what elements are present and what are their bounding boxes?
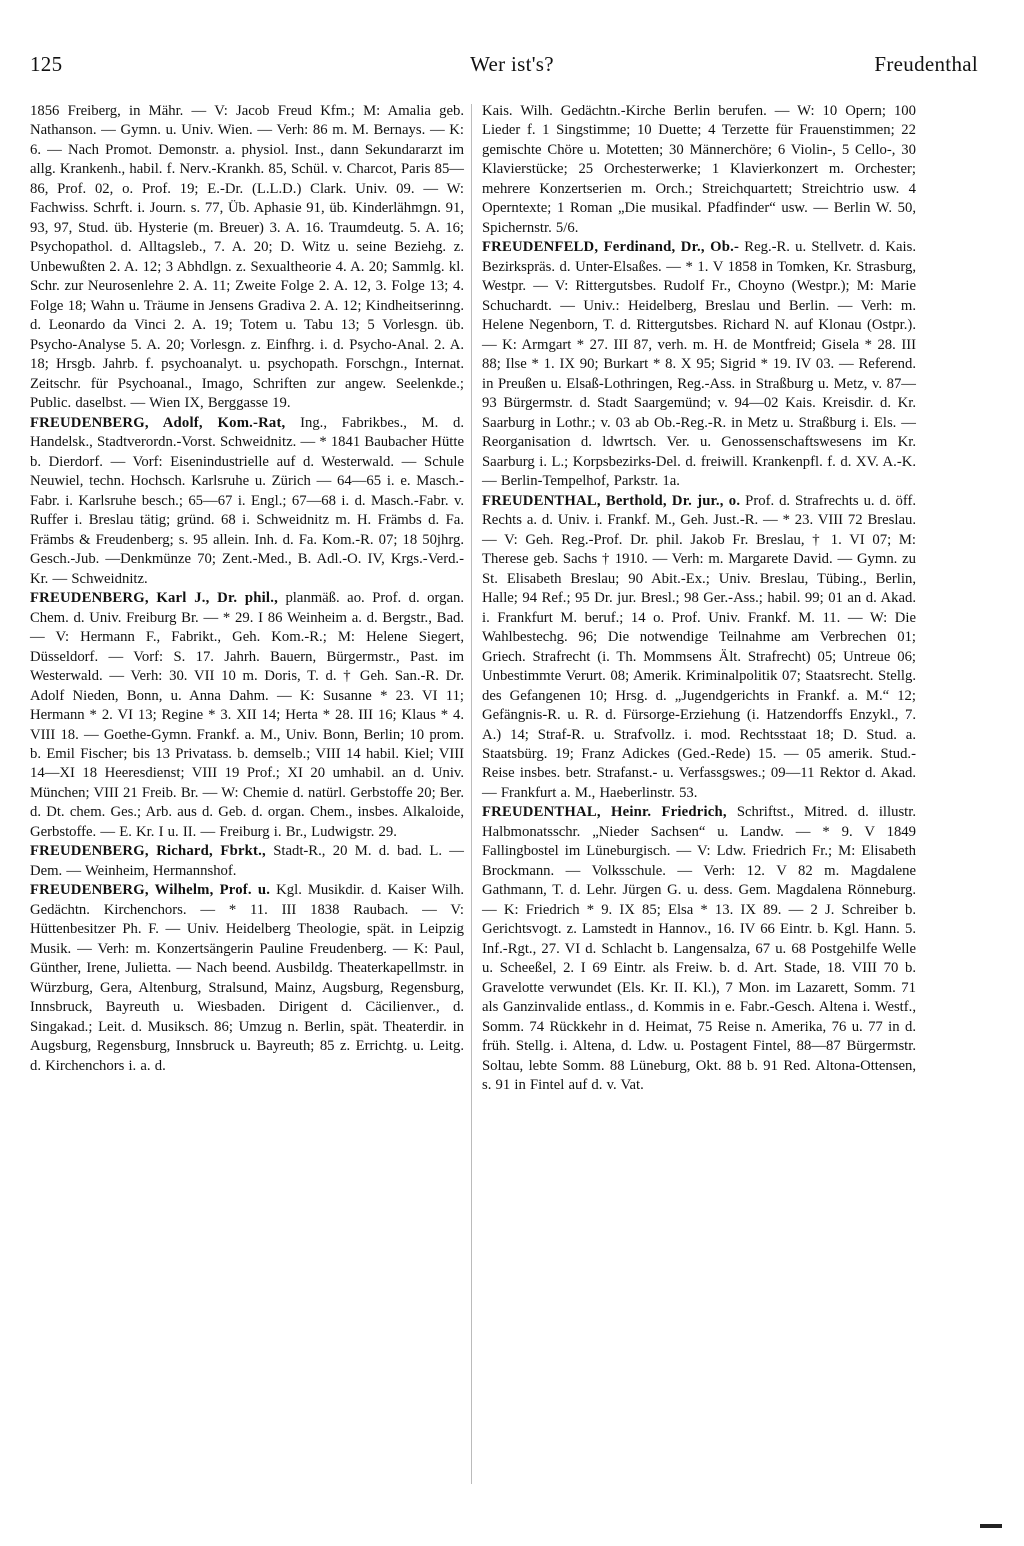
page-number: 125 xyxy=(30,52,63,76)
entry-name: FREUDENFELD, Ferdinand, Dr., Ob.- xyxy=(482,239,740,256)
entry-name: FREUDENBERG, Richard, Fbrkt., xyxy=(30,843,266,860)
left-column xyxy=(30,102,464,1076)
right-column xyxy=(482,102,916,1096)
biography-entry xyxy=(30,589,464,842)
biography-entry xyxy=(30,102,464,414)
entry-text: Schriftst., Mitred. d. illustr. Halbmonatsschr. „Nieder Sachsen“ u. Landw. — * 9. V 1849 Fallingbostel im Lüneburgisch. — V: Ldw. Friedrich Fr.; M: Elisabeth Brockmann. — Volksschule. — Verh: 12. V 82 m. Magdalene Gathmann, T. d. Lehr. Jürgen G. u. dess. Gem. Magdalena Rönneburg. — K: Friedrich * 9. IX 85; Elsa * 13. IX 89. — 2 J. Schreiber b. Gerichtsvogt. z. Lamstedt in Hannov., 16. IV 66 Eintr. b. Kgl. Hann. 5. Inf.-Rgt., 27. VI d. Schlacht b. Langensalza, 67 u. 68 Postgehilfe Welle u. Scheeßel, 2. I 69 Eintr. als Freiw. b. d. Art. Stade, 18. VIII 70 b. Gravelotte verwundet (Els. Kr. II. Kl.), 7 Mon. im Lazarett, Somm. 71 als Ganzinvalide entlass., d. Kommis in e. Fabr.-Gesch. Altena i. Westf., Somm. 74 Rückkehr in d. Heimat, 75 Reise n. Amerika, 76 u. 77 in d. früh. Stellg. i. Altena, d. Ldw. u. Postagent Fintel, 88—87 Bürgermstr. Soltau, lebte Somm. 88 Lüneburg, Okt. 88 b. 91 Red. Altona-Ottensen, s. 91 in Fintel auf d. v. Vat. xyxy=(482,804,916,1094)
entry-name: FREUDENBERG, Wilhelm, Prof. u. xyxy=(30,882,271,899)
entry-name: FREUDENTHAL, Berthold, Dr. jur., o. xyxy=(482,492,741,509)
biography-entry xyxy=(30,414,464,589)
column-divider xyxy=(471,104,472,1484)
entry-text: Reg.-R. u. Stellvetr. d. Kais. Bezirkspräs. d. Unter-Elsaßes. — * 1. V 1858 in Tomken, Kr. Strasburg, Westpr. — V: Rittergutsbes. Rudolf Fr., Choyno (Westpr.); M: Marie Schuchardt. — Univ.: Heidelberg, Breslau und Berlin. — Verh: m. Helene Negenborn, T. d. Rittergutsbes. Richard N. auf Klonau (Ostpr.). — K: Armgart * 27. III 87, verh. m. H. de Montfreid; Gisela * 28. III 88; Ilse * 1. IX 90; Burkart * 8. X 95; Sigrid * 19. IV 03. — Referend. in Preußen u. Elsaß-Lothringen, Reg.-Ass. in Straßburg u. Metz, v. 87—93 Bürgermstr. d. Stadt Saargemünd; v. 94—02 Kais. Kreisdir. d. Kr. Saarburg in Lothr.; v. 03 ab Ob.-Reg.-R. in Metz u. Straßburg i. Els. — Reorganisation d. ldwrtsch. Ver. u. Genossenschaftswesens im Kr. Saarburg i. L.; Korpsbezirks-Del. d. freiwill. Krankenpfl. f. d. XV. A.-K. — Berlin-Tempelhof, Parkstr. 1a. xyxy=(482,239,916,490)
page-title: Wer ist's? xyxy=(470,52,554,76)
entry-text: Stadt-R., 20 M. d. bad. L. — Dem. — Weinheim, Hermannshof. xyxy=(30,843,464,879)
entry-text: Ing., Fabrikbes., M. d. Handelsk., Stadtverordn.-Vorst. Schweidnitz. — * 1841 Baubacher Hütte b. Dierdorf. — Vorf: Eisenindustrielle auf d. Westerwald. — Schule Neuwiel, techn. Hochsch. Karlsruhe u. Zürich — 64—65 i. e. Masch.-Fabr. i. Karlsruhe besch.; 65—67 i. Engl.; 67—68 i. d. Masch.-Fabr. v. Ruffer i. Breslau tätig; gründ. 68 i. Schweidnitz m. H. Främbs d. Fa. Främbs & Freudenberg; s. 95 allein. Inh. d. Fa. Kom.-R. 07; 18 50jhrg. Gesch.-Jub. —Denkmünze 70; Zent.-Med., B. Adl.-O. IV, Krgs.-Verd.-Kr. — Schweidnitz. xyxy=(30,414,464,587)
biography-entry xyxy=(30,842,464,881)
entry-name: FREUDENTHAL, Heinr. Friedrich, xyxy=(482,804,727,821)
entry-text: Kgl. Musikdir. d. Kaiser Wilh. Gedächtn. Kirchenchors. — * 11. III 1838 Raubach. — V: Hüttenbesitzer Ph. F. — Univ. Heidelberg Theologie, spät. in Leipzig Musik. — Verh: m. Konzertsängerin Pauline Freudenberg. — K: Paul, Günther, Irene, Julietta. — Nach beend. Ausbildg. Theaterkapellmstr. in Würzburg, Gera, Altenburg, Stralsund, Mainz, Augsburg, Regensburg, Innsbruck, Bayreuth u. Wiesbaden. Dirigent d. Cäcilienver., d. Singakad.; Leit. d. Musiksch. 86; Umzug n. Berlin, spät. Theaterdir. in Augsburg, Regensburg, Innsbruck u. Bayreuth; 85 z. Errichtg. u. Leitg. d. Kirchenchors i. a. d. xyxy=(30,882,464,1074)
biography-entry xyxy=(482,803,916,1095)
biography-entry xyxy=(482,238,916,491)
running-head: Freudenthal xyxy=(874,52,978,76)
entry-name: FREUDENBERG, Adolf, Kom.-Rat, xyxy=(30,414,286,431)
entry-text: 1856 Freiberg, in Mähr. — V: Jacob Freud Kfm.; M: Amalia geb. Nathanson. — Gymn. u. Univ. Wien. — Verh: 86 m. M. Bernays. — K: 6. — Nach Promot. Demonstr. a. physiol. Inst., dann Sekundararzt im allg. Krankenh., habil. f. Nerv.-Krankh. 85, Schül. v. Charcot, Paris 85—86, Prof. 02, o. Prof. 19; E.-Dr. (L.L.D.) Clark. Univ. 09. — W: Fachwiss. Schrft. i. Journ. s. 77, Üb. Aphasie 91, üb. Kinderlähmgn. 91, 93, 97, Stud. üb. Hysterie (m. Breuer) 3. A. 16. Traumdeutg. 5. A. 16; Psychopathol. d. Alltagsleb., 7. A. 20; D. Witz u. seine Beziehg. z. Unbewußten 2. A. 12; 3 Abhdlgn. z. Sexualtheorie 4. A. 20; Sammlg. kl. Schr. zur Neurosenlehre 2. A. 11; Zweite Folge 2. A. 12, 3. Folge 13; 4. Folge 18; Wahn u. Träume in Jensens Gradiva 2. A. 12; Kindheitserinng. d. Leonardo da Vinci 2. A. 19; Totem u. Tabu 13; 5 Vorlesgn. üb. Psycho-Analyse 5. A. 20; Vorlesgn. z. Einfhrg. i. d. Psycho-Anal. 2. A. 18; Hrsgb. Jahrb. f. psychoanalyt. u. psychopath. Forschgn., Internat. Zeitschr. für Psychoanal., Imago, Schriften zur angew. Seelenkde.; Public. daselbst. — Wien IX, Berggasse 19. xyxy=(30,103,464,412)
entry-text: planmäß. ao. Prof. d. organ. Chem. d. Univ. Freiburg Br. — * 29. I 86 Weinheim a. d. Bergstr., Bad. — V: Hermann F., Fabrikt., Geh. Kom.-R.; M: Helene Siegert, Düsseldorf. — Vorf: S. 17. Jahrh. Bauern, Bürgermstr., Past. im Westerwald. — Verh: 30. VII 10 m. Doris, T. d. † Geh. San.-R. Dr. Adolf Nieden, Bonn, u. Anna Dahm. — K: Susanne * 23. VI 11; Hermann * 2. VI 13; Regine * 3. XII 14; Herta * 28. III 16; Klaus * 4. VIII 18. — Goethe-Gymn. Frankf. a. M., Univ. Bonn, Berlin; 10 prom. b. Emil Fischer; bis 13 Privatass. b. demselb.; VIII 14 habil. Kiel; VIII 14—XI 18 Heeresdienst; VIII 19 Prof.; XI 20 umhabil. an d. Univ. München; VIII 21 Freib. Br. — W: Chemie d. natürl. Gerbstoffe 20; Ber. d. Dt. chem. Ges.; Arb. aus d. Geb. d. organ. Chem., insbes. Alkaloide, Gerbstoffe. — E. Kr. I u. II. — Freiburg i. Br., Ludwigstr. 29. xyxy=(30,590,464,840)
entry-text: Kais. Wilh. Gedächtn.-Kirche Berlin berufen. — W: 10 Opern; 100 Lieder f. 1 Singstimme; 10 Duette; 4 Terzette für Frauenstimmen; 22 gemischte Chöre u. Motetten; 30 Männerchöre; 6 Violin-, 5 Cello-, 30 Klavierstücke; 25 Orchesterwerke; 1 Klavierkonzert m. Orchester; mehrere Konzertserien m. Orch.; Streichquartett; Streichtrio usw. 4 Operntexte; 1 Roman „Die musikal. Pfadfinder“ usw. — Berlin W. 50, Spichernstr. 5/6. xyxy=(482,103,916,236)
biography-entry xyxy=(482,102,916,238)
corner-mark xyxy=(980,1524,1002,1528)
entry-text: Prof. d. Strafrechts u. d. öff. Rechts a. d. Univ. i. Frankf. M., Geh. Just.-R. — * 23. VIII 72 Breslau. — V: Geh. Reg.-Prof. Dr. phil. Jakob Fr. Breslau, † 1. VI 07; M: Therese geb. Sachs † 1910. — Verh: m. Margarete David. — Gymn. zu St. Elisabeth Breslau; 90 Abit.-Ex.; Univ. Breslau, Tübing., Berlin, Halle; 94 Ref.; 95 Dr. jur. Bresl.; 98 Ger.-Ass.; habil. 99; 01 an d. Akad. i. Frankfurt M. beruf.; 14 o. Prof. Univ. Frankf. M. 11. — W: Die Wahlbestechg. 96; Die notwendige Teilnahme am Verbrechen 01; Griech. Strafrecht (i. Th. Mommsens Ält. Strafrecht) 05; Untreue 06; Unbestimmte Verurt. 08; Amerik. Kriminalpolitik 07; Staatsrecht. Stellg. des Gefangenen 10; Hrsg. d. „Jugendgerichts in Frankf. a. M.“ 12; Gefängnis-R. u. R. d. Fürsorge-Erziehung (i. Hatzendorffs Enzykl., 7. A.) 14; Straf-R. u. Strafvollz. i. mod. Rechtsstaat 18; D. Stud. a. Staatsbürg. 19; Franz Adickes (Ged.-Rede) 15. — 05 amerik. Stud.-Reise insbes. betr. Strafanst.- u. Verfassgswes.; 09—11 Rektor d. Akad. — Frankfurt a. M., Haeberlinstr. 53. xyxy=(482,492,917,801)
biography-entry xyxy=(30,881,464,1076)
entry-name: FREUDENBERG, Karl J., Dr. phil., xyxy=(30,590,278,607)
page-header xyxy=(30,52,994,92)
biography-entry xyxy=(482,492,916,804)
